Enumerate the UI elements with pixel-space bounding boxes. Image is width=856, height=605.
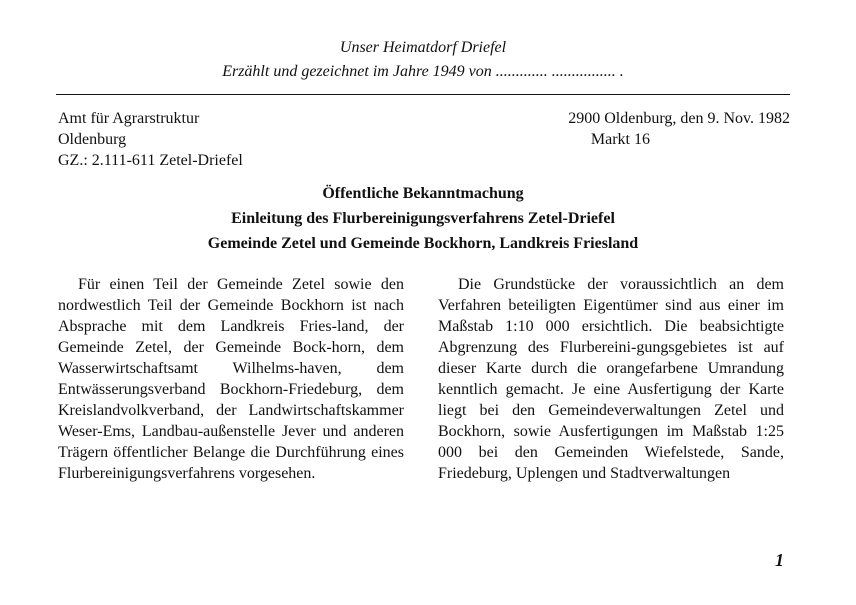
- page-number: 1: [775, 550, 784, 570]
- street-address: Markt 16: [590, 131, 650, 148]
- announcement-subheading: Einleitung des Flurbereinigungsverfahrens Zetel-Driefel: [231, 210, 615, 227]
- sender-office: Amt für Agrarstruktur: [58, 110, 200, 127]
- right-paragraph: Die Grundstücke der voraussichtlich an dem Verfahren beteiligten Eigentümer sind aus einer im Maßstab 1:10 000 ersichtlich. Die beabsichtigte Abgrenzung des Flurbereini-gungsgebietes ist auf dieser Karte durch die orangefarbene Umrandung kenntlich gemacht. Je eine Ausfertigung der Karte liegt bei den Gemeindeverwaltungen Zetel und Bockhorn, sowie Ausfertigungen im Maßstab 1:25 000 bei den Gemeinden Wiefelstede, Sande, Friedeburg, Uplengen und Stadtverwaltungen: [438, 276, 784, 482]
- street-address-line: [500, 129, 790, 150]
- left-paragraph: Für einen Teil der Gemeinde Zetel sowie den nordwestlich Teil der Gemeinde Bockhorn ist nach Absprache mit dem Landkreis Fries-land, der Gemeinde Zetel, der Gemeinde Bock-horn, dem Wasserwirtschaftsamt Wilhelms-haven, dem Entwässerungsverband Bockhorn-Friedeburg, dem Kreislandvolkverband, der Landwirtschaftskammer Weser-Ems, Landbau-außenstelle Jever und anderen Trägern öffentlicher Belange die Durchführung eines Flurbereinigungsverfahrens vorgesehen.: [58, 276, 404, 482]
- announcement-location: Gemeinde Zetel und Gemeinde Bockhorn, Landkreis Friesland: [207, 235, 639, 252]
- page-header: [56, 36, 790, 95]
- announcement-titles: [56, 181, 790, 256]
- document-subtitle: Erzählt und gezeichnet im Jahre 1949 von ............. ................ .: [222, 63, 624, 80]
- document-title: Unser Heimatdorf Driefel: [339, 39, 507, 56]
- announcement-heading: Öffentliche Bekanntmachung: [322, 185, 524, 202]
- sender-city: Oldenburg: [58, 131, 127, 148]
- left-column: [58, 274, 404, 484]
- place-date-block: [500, 108, 790, 150]
- right-column: [438, 274, 784, 484]
- sender-block: [58, 108, 243, 171]
- place-date: 2900 Oldenburg, den 9. Nov. 1982: [568, 110, 790, 127]
- reference-number: GZ.: 2.111-611 Zetel-Driefel: [58, 152, 243, 169]
